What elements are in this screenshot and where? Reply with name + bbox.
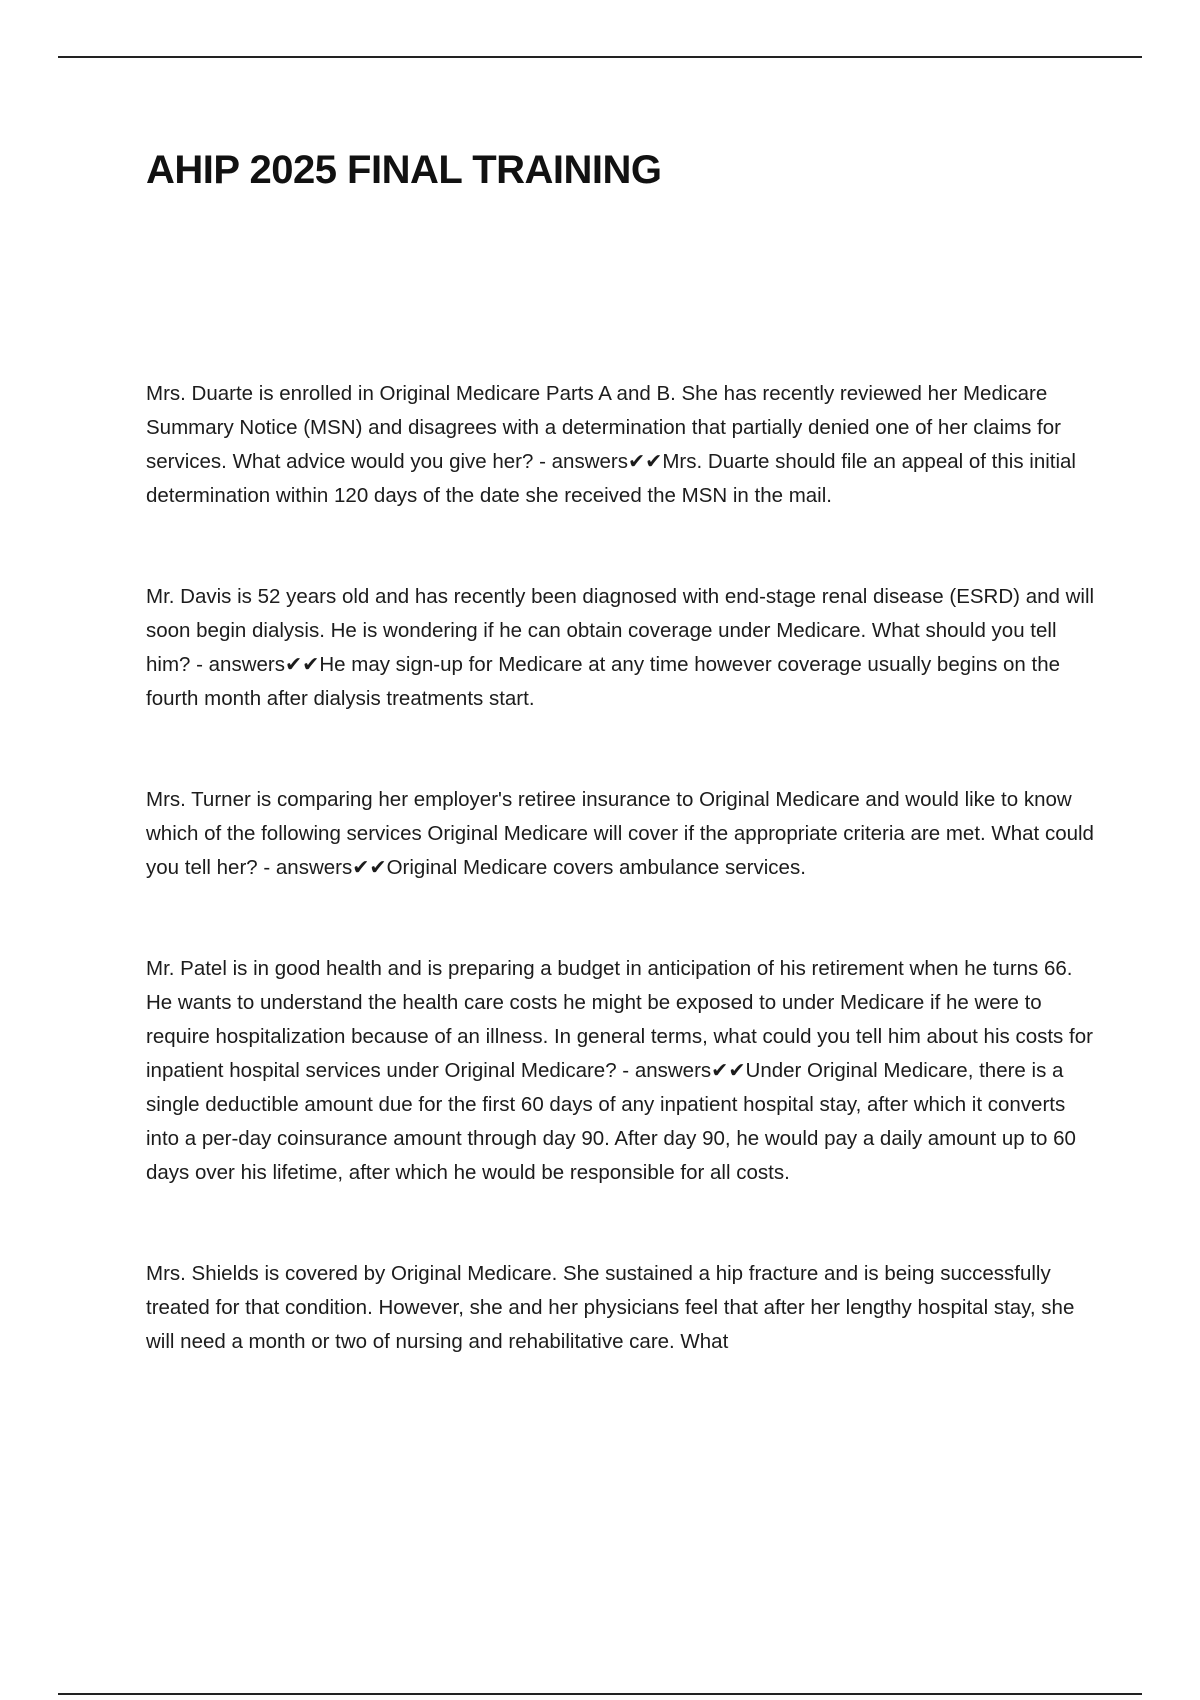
question-text: Mrs. Duarte is enrolled in Original Medicare Parts A and B. She has recently reviewed her Medicare Summary Notice (MSN) and disagrees with a determination that partially denied one of her claims for services. What advice would you give her? [146,382,1061,473]
answer-marker: answers✔✔ [275,856,387,879]
question-text: Mr. Patel is in good health and is preparing a budget in anticipation of his retirement when he turns 66. He wants to understand the health care costs he might be exposed to under Medicare if he were to require hospitalization because of an illness. In general terms, what could you tell him about his costs for inpatient hospital services under Original Medicare? [146,957,1093,1082]
answer-text: Original Medicare covers ambulance services. [386,856,806,879]
qa-item: Mr. Davis is 52 years old and has recently been diagnosed with end-stage renal disease (ESRD) and will soon begin dialysis. He is wondering if he can obtain coverage under Medicare. What should you tell him? - answers✔✔He may sign-up for Medicare at any time however coverage usually begins on the fourth month after dialysis treatments start. [146,585,1095,710]
question-text: Mrs. Shields is covered by Original Medicare. She sustained a hip fracture and is being successfully treated for that condition. However, she and her physicians feel that after her lengthy hospital stay, she will need a month or two of nursing and rehabilitative care. What [146,1262,1075,1353]
answer-marker: answers✔✔ [551,450,663,473]
qa-list [146,377,1096,1426]
bottom-rule [58,1693,1142,1695]
top-rule [58,56,1142,58]
question-text: Mrs. Turner is comparing her employer's retiree insurance to Original Medicare and would like to know which of the following services Original Medicare will cover if the appropriate criteria are met. What could you tell her? [146,788,1094,879]
qa-item-truncated [146,1257,1096,1359]
answer-text: Under Original Medicare, there is a single deductible amount due for the first 60 days of any inpatient hospital stay, after which it converts into a per-day coinsurance amount through day 90. After day 90, he would pay a daily amount up to 60 days over his lifetime, after which he would be responsible for all costs. [146,1059,1076,1184]
answer-marker: answers✔✔ [208,653,320,676]
document-title: AHIP 2025 FINAL TRAINING [146,148,662,192]
answer-text: Mrs. Duarte should file an appeal of this initial determination within 120 days of the date she received the MSN in the mail. [146,450,1076,507]
qa-item: Mrs. Duarte is enrolled in Original Medicare Parts A and B. She has recently reviewed her Medicare Summary Notice (MSN) and disagrees with a determination that partially denied one of her claims for services. What advice would you give her? - answers✔✔Mrs. Duarte should file an appeal of this initial determination within 120 days of the date she received the MSN in the mail. [146,382,1076,507]
answer-marker: answers✔✔ [634,1059,746,1082]
answer-text: He may sign-up for Medicare at any time however coverage usually begins on the fourth month after dialysis treatments start. [146,653,1061,710]
question-text: Mr. Davis is 52 years old and has recently been diagnosed with end-stage renal disease (ESRD) and will soon begin dialysis. He is wondering if he can obtain coverage under Medicare. What should you tell him? [146,585,1095,676]
qa-item: Mr. Patel is in good health and is preparing a budget in anticipation of his retirement when he turns 66. He wants to understand the health care costs he might be exposed to under Medicare if he were to require hospitalization because of an illness. In general terms, what could you tell him about his costs for inpatient hospital services under Original Medicare? - answers✔✔Under Original Medicare, there is a single deductible amount due for the first 60 days of any inpatient hospital stay, after which it converts into a per-day coinsurance amount through day 90. After day 90, he would pay a daily amount up to 60 days over his lifetime, after which he would be responsible for all costs. [146,957,1093,1184]
qa-item: Mrs. Turner is comparing her employer's retiree insurance to Original Medicare and would like to know which of the following services Original Medicare will cover if the appropriate criteria are met. What could you tell her? - answers✔✔Original Medicare covers ambulance services. [146,788,1094,879]
